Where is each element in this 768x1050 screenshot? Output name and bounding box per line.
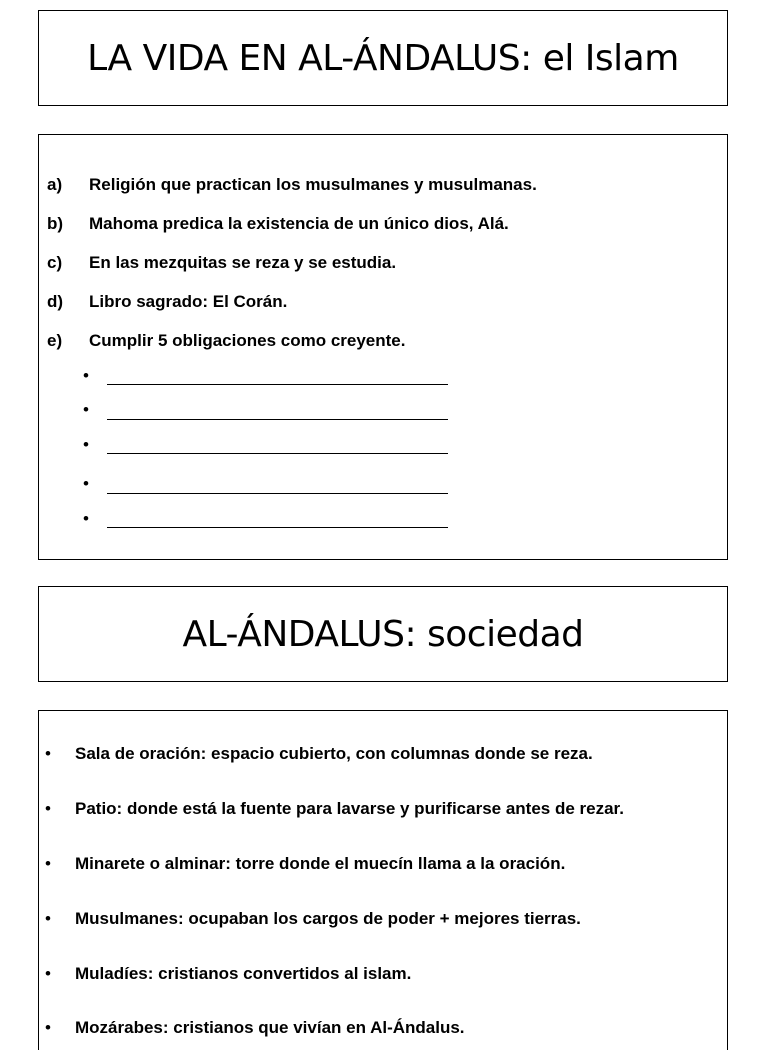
item-text: Libro sagrado: El Corán.	[89, 292, 288, 311]
item-marker: c)	[47, 253, 63, 272]
sociedad-title: AL-ÁNDALUS: sociedad	[182, 613, 584, 655]
item-marker: a)	[47, 175, 63, 194]
blank-bullet: •	[83, 509, 89, 528]
fill-in-blank-line	[107, 493, 448, 494]
list-item: Mozárabes: cristianos que vivían en Al-Ándalus.	[75, 1018, 465, 1037]
blank-bullet: •	[83, 366, 89, 385]
item-text: En las mezquitas se reza y se estudia.	[89, 253, 397, 272]
sociedad-content-box	[38, 710, 728, 1050]
list-bullet: •	[45, 909, 51, 928]
list-bullet: •	[45, 964, 51, 983]
fill-in-blank-line	[107, 453, 448, 454]
item-text: Mahoma predica la existencia de un único dios, Alá.	[89, 214, 509, 233]
list-item: Sala de oración: espacio cubierto, con columnas donde se reza.	[75, 744, 593, 763]
fill-in-blank-line	[107, 419, 448, 420]
item-text: Religión que practican los musulmanes y musulmanas.	[89, 175, 537, 194]
list-item: Musulmanes: ocupaban los cargos de poder + mejores tierras.	[75, 909, 581, 928]
list-bullet: •	[45, 799, 51, 818]
list-bullet: •	[45, 1018, 51, 1037]
sociedad-title-box	[38, 586, 728, 682]
fill-in-blank-line	[107, 384, 448, 385]
islam-title-box	[38, 10, 728, 106]
list-bullet: •	[45, 744, 51, 763]
blank-bullet: •	[83, 400, 89, 419]
item-marker: e)	[47, 331, 63, 350]
list-item: Muladíes: cristianos convertidos al islam.	[75, 964, 412, 983]
islam-title: LA VIDA EN AL-ÁNDALUS: el Islam	[87, 37, 679, 79]
islam-content-box	[38, 134, 728, 560]
blank-bullet: •	[83, 474, 89, 493]
list-bullet: •	[45, 854, 51, 873]
list-item: Patio: donde está la fuente para lavarse y purificarse antes de rezar.	[75, 799, 624, 818]
list-item: Minarete o alminar: torre donde el muecín llama a la oración.	[75, 854, 566, 873]
item-text: Cumplir 5 obligaciones como creyente.	[89, 331, 406, 350]
item-marker: d)	[47, 292, 64, 311]
blank-bullet: •	[83, 435, 89, 454]
item-marker: b)	[47, 214, 64, 233]
fill-in-blank-line	[107, 527, 448, 528]
